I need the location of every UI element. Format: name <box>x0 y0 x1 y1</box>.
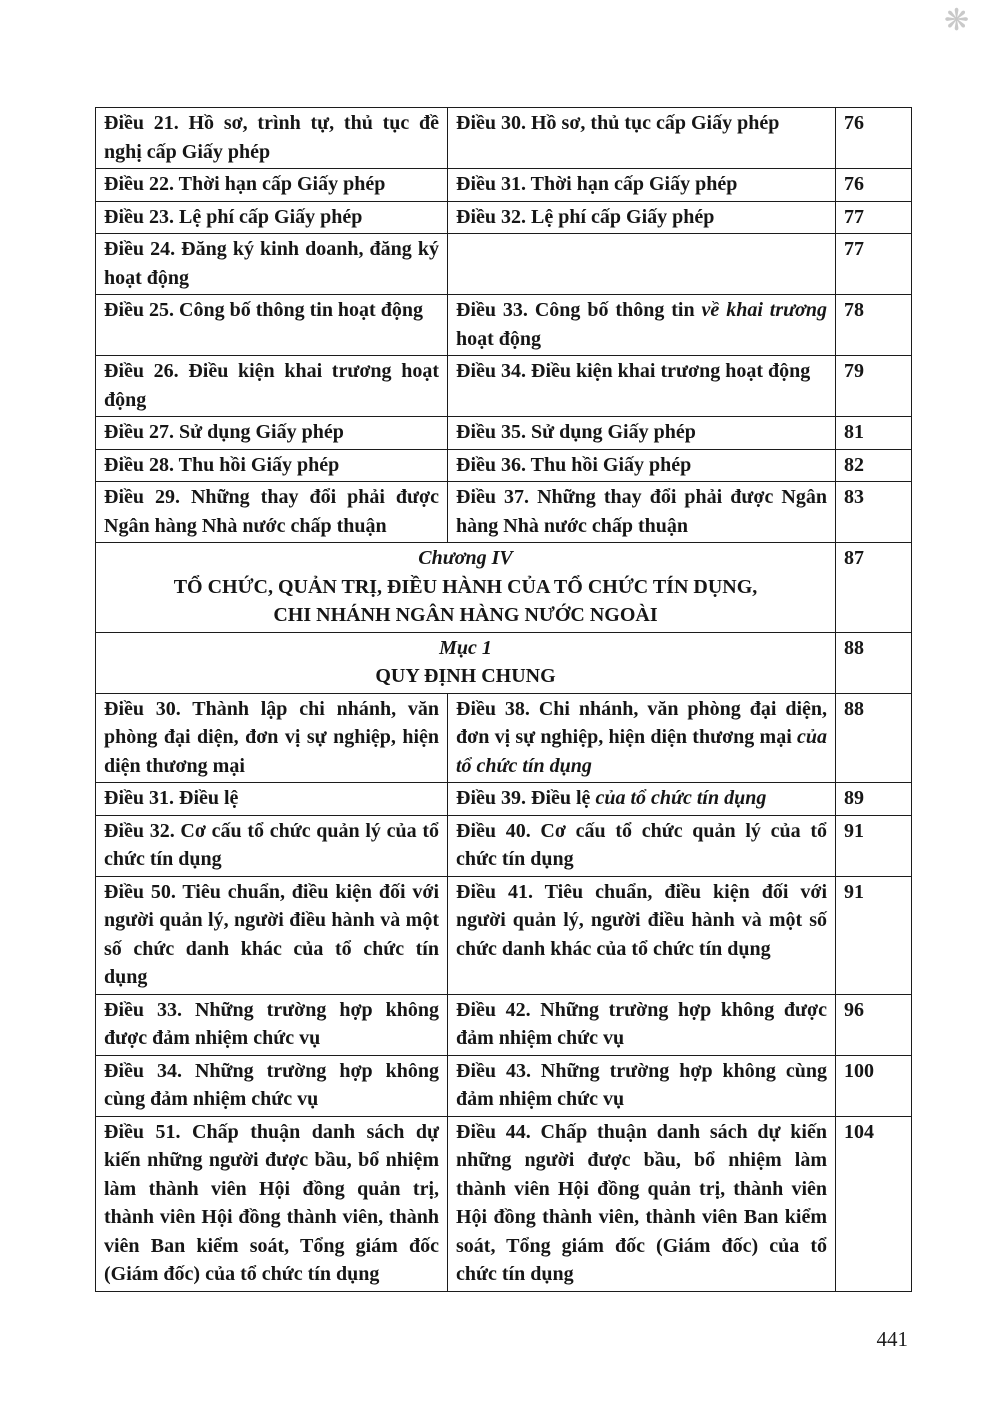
table-row <box>96 1116 912 1291</box>
toc-entry-new-article: Điều 43. Những trường hợp không cùng đảm nhiệm chức vụ <box>448 1055 836 1116</box>
table-row <box>96 632 912 693</box>
toc-page-number: 76 <box>836 108 912 169</box>
toc-entry-new-article: Điều 32. Lệ phí cấp Giấy phép <box>448 201 836 234</box>
toc-entry-new-article: Điều 31. Thời hạn cấp Giấy phép <box>448 169 836 202</box>
heading-line: TỔ CHỨC, QUẢN TRỊ, ĐIỀU HÀNH CỦA TỔ CHỨC TÍN DỤNG, <box>173 575 758 598</box>
toc-page-number: 91 <box>836 876 912 994</box>
toc-page-number: 87 <box>836 543 912 633</box>
toc-entry-new-article: Điều 35. Sử dụng Giấy phép <box>448 417 836 450</box>
toc-page-number: 77 <box>836 201 912 234</box>
table-row <box>96 994 912 1055</box>
toc-text-italic: của tổ chức tín dụng <box>595 787 767 809</box>
heading-line: Mục 1 <box>439 636 492 659</box>
toc-page-number: 79 <box>836 356 912 417</box>
toc-entry-old-article: Điều 26. Điều kiện khai trương hoạt động <box>96 356 448 417</box>
table-row <box>96 693 912 783</box>
table-row <box>96 417 912 450</box>
table-row <box>96 169 912 202</box>
toc-entry-old-article: Điều 28. Thu hồi Giấy phép <box>96 449 448 482</box>
toc-text: Điều 39. Điều lệ <box>456 787 596 809</box>
table-row <box>96 1055 912 1116</box>
toc-table <box>95 107 912 1292</box>
toc-entry-old-article: Điều 31. Điều lệ <box>96 783 448 816</box>
toc-page-number: 104 <box>836 1116 912 1291</box>
toc-text: hoạt động <box>456 327 542 350</box>
toc-entry-new-article: Điều 34. Điều kiện khai trương hoạt động <box>448 356 836 417</box>
toc-page-number: 77 <box>836 234 912 295</box>
table-row <box>96 543 912 633</box>
table-row <box>96 876 912 994</box>
toc-entry-old-article: Điều 23. Lệ phí cấp Giấy phép <box>96 201 448 234</box>
toc-page-number: 89 <box>836 783 912 816</box>
toc-page-number: 81 <box>836 417 912 450</box>
toc-page-number: 88 <box>836 632 912 693</box>
toc-entry-new-article <box>448 295 836 356</box>
toc-page-number: 83 <box>836 482 912 543</box>
table-row <box>96 482 912 543</box>
toc-entry-new-article: Điều 44. Chấp thuận danh sách dự kiến những người được bầu, bổ nhiệm làm thành viên Hội đồng quản trị, thành viên Hội đồng thành viên, thành viên Ban kiểm soát, Tổng giám đốc (Giám đốc) của tổ chức tín dụng <box>448 1116 836 1291</box>
toc-entry-old-article: Điều 33. Những trường hợp không được đảm nhiệm chức vụ <box>96 994 448 1055</box>
toc-text: Điều 33. Công bố thông tin <box>456 299 702 321</box>
toc-entry-new-article <box>448 234 836 295</box>
toc-entry-new-article <box>448 783 836 816</box>
toc-entry-old-article: Điều 21. Hồ sơ, trình tự, thủ tục đề nghị cấp Giấy phép <box>96 108 448 169</box>
table-row <box>96 783 912 816</box>
table-row <box>96 201 912 234</box>
heading-line: QUY ĐỊNH CHUNG <box>375 665 556 687</box>
flower-asterisk-icon: ❋ <box>944 4 970 37</box>
toc-text-italic: của tổ chức tín dụng <box>456 726 827 777</box>
toc-entry-old-article: Điều 24. Đăng ký kinh doanh, đăng ký hoạt động <box>96 234 448 295</box>
toc-entry-old-article: Điều 25. Công bố thông tin hoạt động <box>96 295 448 356</box>
table-row <box>96 815 912 876</box>
toc-entry-old-article: Điều 32. Cơ cấu tổ chức quản lý của tổ chức tín dụng <box>96 815 448 876</box>
chapter-heading <box>96 543 836 633</box>
toc-entry-old-article: Điều 50. Tiêu chuẩn, điều kiện đối với người quản lý, người điều hành và một số chức danh khác của tổ chức tín dụng <box>96 876 448 994</box>
toc-page-number: 91 <box>836 815 912 876</box>
table-row <box>96 356 912 417</box>
toc-page-number: 82 <box>836 449 912 482</box>
toc-text: Điều 38. Chi nhánh, văn phòng đại diện, đơn vị sự nghiệp, hiện diện thương mại <box>456 697 827 748</box>
toc-entry-new-article: Điều 42. Những trường hợp không được đảm nhiệm chức vụ <box>448 994 836 1055</box>
table-row <box>96 234 912 295</box>
heading-line: CHI NHÁNH NGÂN HÀNG NƯỚC NGOÀI <box>273 604 658 626</box>
toc-page-number: 100 <box>836 1055 912 1116</box>
table-row <box>96 108 912 169</box>
section-heading <box>96 632 836 693</box>
toc-page-number: 78 <box>836 295 912 356</box>
toc-entry-new-article: Điều 40. Cơ cấu tổ chức quản lý của tổ chức tín dụng <box>448 815 836 876</box>
toc-entry-old-article: Điều 30. Thành lập chi nhánh, văn phòng đại diện, đơn vị sự nghiệp, hiện diện thương mại <box>96 693 448 783</box>
toc-page-number: 96 <box>836 994 912 1055</box>
toc-text-italic: về khai trương <box>701 299 827 321</box>
toc-entry-old-article: Điều 29. Những thay đổi phải được Ngân hàng Nhà nước chấp thuận <box>96 482 448 543</box>
toc-entry-old-article: Điều 27. Sử dụng Giấy phép <box>96 417 448 450</box>
table-row <box>96 295 912 356</box>
footer-page-number: 441 <box>876 1327 908 1351</box>
table-row <box>96 449 912 482</box>
toc-page-number: 76 <box>836 169 912 202</box>
toc-entry-new-article <box>448 693 836 783</box>
toc-entry-old-article: Điều 51. Chấp thuận danh sách dự kiến những người được bầu, bổ nhiệm làm thành viên Hội đồng quản trị, thành viên Hội đồng thành viên, thành viên Ban kiểm soát, Tổng giám đốc (Giám đốc) của tổ chức tín dụng <box>96 1116 448 1291</box>
toc-entry-new-article: Điều 36. Thu hồi Giấy phép <box>448 449 836 482</box>
toc-entry-new-article: Điều 41. Tiêu chuẩn, điều kiện đối với người quản lý, người điều hành và một số chức danh khác của tổ chức tín dụng <box>448 876 836 994</box>
toc-entry-new-article: Điều 30. Hồ sơ, thủ tục cấp Giấy phép <box>448 108 836 169</box>
toc-page-number: 88 <box>836 693 912 783</box>
heading-line: Chương IV <box>418 547 513 569</box>
toc-entry-old-article: Điều 22. Thời hạn cấp Giấy phép <box>96 169 448 202</box>
toc-entry-old-article: Điều 34. Những trường hợp không cùng đảm nhiệm chức vụ <box>96 1055 448 1116</box>
toc-entry-new-article: Điều 37. Những thay đổi phải được Ngân hàng Nhà nước chấp thuận <box>448 482 836 543</box>
